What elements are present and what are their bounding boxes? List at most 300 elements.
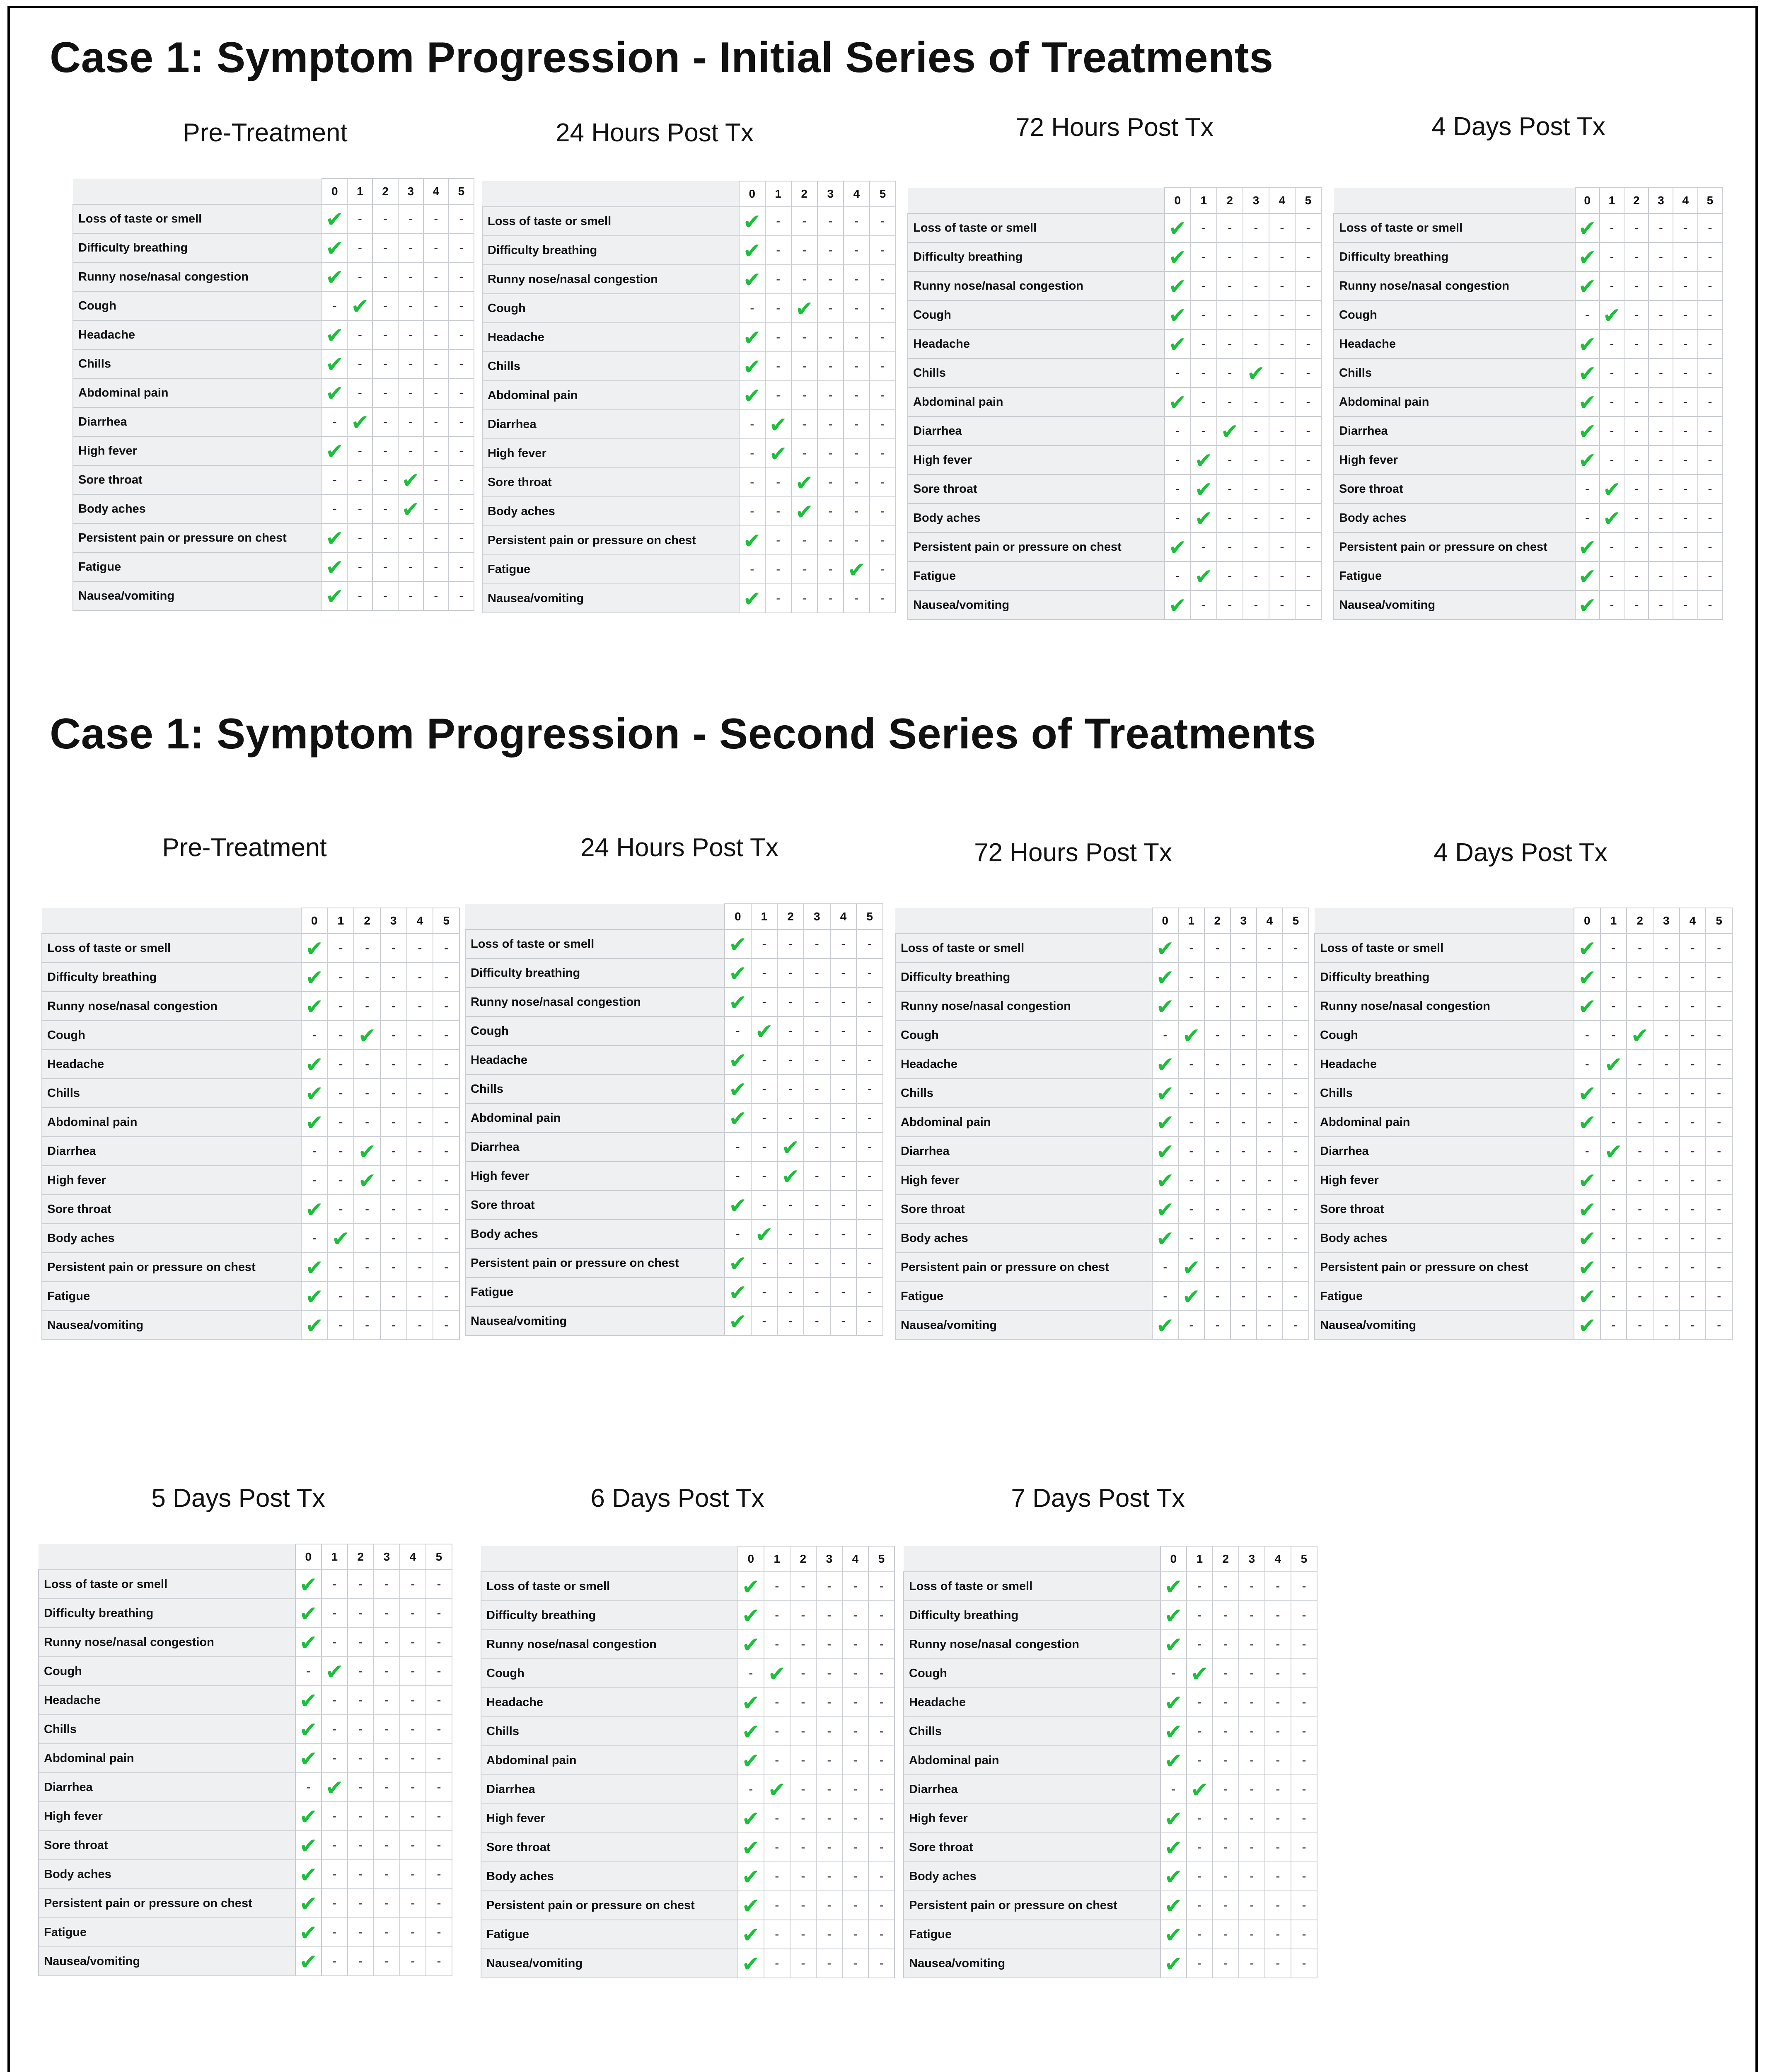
dash-mark: - [802,562,807,576]
symptom-row [73,465,474,494]
rating-cell [1191,474,1217,503]
rating-cell [1291,1717,1317,1746]
rating-cell [322,552,347,581]
rating-cell [1706,1021,1732,1050]
dash-mark: - [1717,970,1721,984]
s2-table-6 [481,1546,895,1978]
rating-cell [400,1860,426,1889]
rating-cell [372,407,398,436]
dash-mark: - [365,1057,370,1071]
rating-cell [426,1744,452,1773]
rating-cell [1575,358,1600,387]
symptom-row [895,1108,1309,1137]
symptom-row [895,1021,1309,1050]
dash-mark: - [383,270,387,283]
dash-mark: - [1585,1144,1589,1158]
rating-cell [791,526,817,555]
dash-mark: - [788,995,793,1009]
dash-mark: - [1658,221,1663,235]
rating-cell [844,352,870,381]
rating-cell [790,1775,816,1804]
dash-mark: - [1223,1724,1228,1738]
rating-cell [1600,1282,1627,1311]
dash-mark: - [383,444,387,457]
dash-mark: - [1215,970,1220,984]
check-icon: ✔ [1182,1256,1201,1280]
dash-mark: - [1228,540,1232,554]
dash-mark: - [1223,1579,1228,1593]
rating-cell [751,1249,778,1278]
dash-mark: - [801,1637,805,1651]
rating-cell [1204,1021,1230,1050]
dash-mark: - [1664,970,1668,984]
rating-cell [1575,474,1600,503]
dash-mark: - [853,1956,858,1970]
rating-cell [1191,300,1217,329]
dash-mark: - [1241,941,1246,955]
dash-mark: - [1250,1753,1254,1767]
rating-cell [372,436,398,465]
rating-cell [1295,416,1321,445]
symptom-label: Chills [895,1079,1152,1108]
rating-cell [764,1688,790,1717]
dash-mark: - [828,272,833,286]
dash-mark: - [1708,424,1712,438]
rating-cell [870,323,896,352]
dash-mark: - [1280,482,1284,496]
rating-cell [765,584,791,613]
check-icon: ✔ [1578,1285,1596,1309]
symptom-row [895,1050,1309,1079]
dash-mark: - [827,1608,832,1622]
rating-cell [1265,1862,1291,1891]
rating-cell [1698,358,1722,387]
dash-mark: - [383,357,387,370]
dash-mark: - [1254,395,1258,409]
rating-cell [1600,474,1624,503]
scale-header-0: 0 [1152,908,1178,934]
rating-cell [1217,329,1243,358]
rating-cell [1624,533,1649,562]
check-icon: ✔ [299,1921,318,1945]
dash-mark: - [418,1115,422,1129]
symptom-row [465,1220,883,1249]
dash-mark: - [332,1693,337,1707]
dash-mark: - [1189,1202,1194,1216]
rating-cell [1178,1137,1204,1166]
rating-cell [1217,503,1243,533]
dash-mark: - [1658,424,1663,438]
dash-mark: - [338,1115,343,1129]
symptom-label: Difficulty breathing [895,963,1152,992]
dash-mark: - [409,270,413,283]
dash-mark: - [444,1173,449,1187]
rating-cell [301,1224,328,1253]
rating-cell [1213,1717,1239,1746]
dash-mark: - [1267,1086,1272,1100]
dash-mark: - [1228,395,1232,409]
symptom-row [1315,1253,1732,1282]
dash-mark: - [1215,1173,1220,1187]
dash-mark: - [1717,1086,1721,1100]
rating-cell [322,1918,348,1947]
check-icon: ✔ [795,471,814,495]
symptom-label: Persistent pain or pressure on chest [908,533,1165,562]
check-icon: ✔ [743,529,762,553]
dash-mark: - [391,1260,396,1274]
check-icon: ✔ [305,1198,324,1222]
symptom-label: Headache [1334,329,1575,358]
dash-mark: - [338,1260,343,1274]
check-icon: ✔ [1578,1227,1596,1251]
rating-cell [1649,271,1673,300]
dash-mark: - [827,1666,832,1680]
symptom-row [481,1775,894,1804]
dash-mark: - [411,1925,415,1939]
dash-mark: - [358,328,362,341]
dash-mark: - [1197,1608,1202,1622]
symptom-row [895,1166,1309,1195]
rating-cell [1575,562,1600,591]
rating-cell [328,1224,354,1253]
check-icon: ✔ [1631,1024,1649,1048]
dash-mark: - [1201,337,1206,351]
rating-cell [1283,1195,1309,1224]
check-icon: ✔ [1168,304,1187,328]
rating-cell [870,439,896,468]
rating-cell [400,1831,426,1860]
rating-cell [374,1860,400,1889]
dash-mark: - [854,272,859,286]
rating-cell [1178,1108,1204,1137]
rating-cell [751,1104,778,1133]
dash-mark: - [437,1606,441,1620]
dash-mark: - [411,1635,415,1649]
dash-mark: - [1634,308,1639,322]
rating-cell [1265,1688,1291,1717]
rating-cell [739,236,765,265]
rating-cell [1160,1659,1187,1688]
rating-cell [764,1920,790,1949]
rating-cell [400,1744,426,1773]
check-icon: ✔ [358,1140,376,1164]
rating-cell [398,552,423,581]
check-icon: ✔ [299,1718,318,1742]
rating-cell [1698,503,1722,533]
dash-mark: - [444,1057,449,1071]
dash-mark: - [801,1782,805,1796]
rating-cell [739,439,765,468]
rating-cell [328,963,354,992]
rating-cell [449,436,474,465]
rating-cell [354,1253,380,1282]
dash-mark: - [418,1318,422,1332]
dash-mark: - [1175,482,1180,496]
dash-mark: - [1228,250,1232,264]
rating-cell [407,963,433,992]
rating-cell [426,1947,452,1976]
dash-mark: - [409,415,413,428]
symptom-row [895,1282,1309,1311]
dash-mark: - [1280,308,1284,322]
rating-cell [1230,1021,1257,1050]
symptom-label: Runny nose/nasal congestion [908,271,1165,300]
rating-cell [1680,934,1706,963]
check-icon: ✔ [1156,1314,1175,1338]
rating-cell [856,1017,883,1046]
rating-cell [328,1195,354,1224]
rating-cell [1295,271,1321,300]
dash-mark: - [391,1028,396,1042]
dash-mark: - [338,1173,343,1187]
rating-cell [830,1278,857,1307]
check-icon: ✔ [305,1314,324,1338]
symptom-row [904,1688,1317,1717]
dash-mark: - [437,1954,441,1968]
dash-mark: - [827,1811,832,1825]
symptom-label: Headache [895,1050,1152,1079]
dash-mark: - [437,1838,441,1852]
symptom-row [1334,329,1722,358]
dash-mark: - [358,1780,363,1794]
scale-header-0: 0 [301,908,328,934]
symptom-row [42,1050,459,1079]
dash-mark: - [411,1838,415,1852]
dash-mark: - [444,999,449,1013]
rating-cell [1265,1659,1291,1688]
symptom-label: Body aches [39,1860,295,1889]
dash-mark: - [1611,1202,1616,1216]
dash-mark: - [1215,1318,1220,1332]
rating-cell [870,526,896,555]
symptom-label: Loss of taste or smell [482,207,739,236]
rating-cell [1600,992,1627,1021]
dash-mark: - [879,1753,884,1767]
rating-cell [725,1162,751,1191]
dash-mark: - [1302,1898,1306,1912]
symptom-row [39,1599,452,1628]
symptom-row [904,1891,1317,1920]
check-icon: ✔ [729,1281,747,1305]
s1-table-2 [482,181,896,613]
rating-cell [1217,533,1243,562]
dash-mark: - [1293,1057,1298,1071]
rating-cell [380,1253,407,1282]
dash-mark: - [1189,1231,1194,1245]
rating-cell [1165,445,1191,474]
dash-mark: - [437,1896,441,1910]
dash-mark: - [1658,482,1663,496]
dash-mark: - [1228,279,1232,293]
rating-cell [1165,271,1191,300]
dash-mark: - [444,1260,449,1274]
rating-cell [354,1137,380,1166]
rating-cell [870,207,896,236]
dash-mark: - [1302,1782,1306,1796]
symptom-label: Persistent pain or pressure on chest [482,526,739,555]
dash-mark: - [1302,1956,1306,1970]
dash-mark: - [1241,1318,1246,1332]
dash-mark: - [854,301,859,315]
rating-cell [295,1773,322,1802]
symptom-label: Fatigue [465,1278,725,1307]
rating-cell [1624,358,1649,387]
rating-cell [1213,1746,1239,1775]
rating-cell [1204,1253,1230,1282]
symptom-label: Fatigue [481,1920,738,1949]
dash-mark: - [1690,1260,1695,1274]
dash-mark: - [841,937,846,951]
symptom-row [39,1802,452,1831]
rating-cell [1673,329,1697,358]
rating-cell [433,1108,459,1137]
rating-cell [1291,1833,1317,1862]
check-icon: ✔ [1168,275,1187,299]
dash-mark: - [1611,1231,1616,1245]
dash-mark: - [1664,1028,1668,1042]
symptom-label: Fatigue [908,562,1165,591]
symptom-row [73,581,474,610]
rating-cell [1574,1021,1600,1050]
check-icon: ✔ [1168,536,1187,560]
rating-cell [765,381,791,410]
check-icon: ✔ [729,1310,747,1334]
rating-cell [322,1860,348,1889]
dash-mark: - [434,328,438,341]
symptom-row [42,992,459,1021]
dash-mark: - [853,1579,858,1593]
rating-cell [1673,474,1697,503]
rating-cell [725,1307,751,1336]
rating-cell [791,584,817,613]
rating-cell [1706,1195,1732,1224]
rating-cell [1204,1108,1230,1137]
header-blank [1334,188,1575,213]
rating-cell [1291,1804,1317,1833]
s2-panel-label-5: 5 Days Post Tx [151,1484,325,1513]
rating-cell [449,233,474,262]
dash-mark: - [801,1869,805,1883]
dash-mark: - [437,1780,441,1794]
dash-mark: - [1189,999,1194,1013]
symptom-label: Chills [73,349,322,378]
rating-cell [777,929,804,959]
rating-cell [1217,242,1243,271]
dash-mark: - [434,444,438,457]
dash-mark: - [358,560,362,574]
check-icon: ✔ [1578,333,1596,357]
rating-cell [1152,1195,1178,1224]
rating-cell [1178,1166,1204,1195]
rating-cell [1649,358,1673,387]
symptom-row [1315,1137,1732,1166]
rating-cell [1698,591,1722,620]
rating-cell [1706,934,1732,963]
dash-mark: - [1241,999,1246,1013]
dash-mark: - [1267,1144,1272,1158]
rating-cell [738,1717,764,1746]
dash-mark: - [332,1925,337,1939]
dash-mark: - [841,1169,846,1183]
dash-mark: - [332,1751,337,1765]
symptom-label: Abdominal pain [73,378,322,407]
dash-mark: - [801,1956,805,1970]
dash-mark: - [1223,1840,1228,1854]
symptom-row [39,1918,452,1947]
rating-cell [1673,213,1697,242]
rating-cell [1204,1137,1230,1166]
rating-cell [1165,329,1191,358]
rating-cell [1600,1166,1627,1195]
dash-mark: - [827,1695,832,1709]
rating-cell [1165,242,1191,271]
rating-cell [1187,1920,1213,1949]
dash-mark: - [1717,1231,1721,1245]
dash-mark: - [854,330,859,344]
dash-mark: - [1717,1144,1721,1158]
rating-cell [347,581,372,610]
dash-mark: - [854,591,859,605]
dash-mark: - [841,1227,846,1241]
rating-cell [1269,445,1295,474]
dash-mark: - [854,533,859,547]
symptom-label: Loss of taste or smell [481,1572,738,1601]
rating-cell [423,581,449,610]
rating-cell [738,1746,764,1775]
rating-cell [1213,1891,1239,1920]
rating-cell [1575,271,1600,300]
rating-cell [1165,474,1191,503]
dash-mark: - [1708,366,1712,380]
rating-cell [423,291,449,320]
check-icon: ✔ [299,1631,318,1655]
rating-cell [725,1249,751,1278]
scale-header-3: 3 [1653,908,1680,934]
rating-cell [870,555,896,584]
dash-mark: - [1634,424,1639,438]
rating-cell [1243,242,1269,271]
symptom-row [42,1166,459,1195]
symptom-row [1334,533,1722,562]
symptom-label: Runny nose/nasal congestion [42,992,301,1021]
dash-mark: - [1241,1260,1246,1274]
dash-mark: - [827,1579,832,1593]
rating-cell [1291,1601,1317,1630]
rating-cell [791,410,817,439]
dash-mark: - [1610,337,1614,351]
dash-mark: - [391,1202,396,1216]
dash-mark: - [391,1057,396,1071]
rating-cell [1165,562,1191,591]
rating-cell [449,291,474,320]
dash-mark: - [1215,1028,1220,1042]
dash-mark: - [762,995,766,1009]
dash-mark: - [1215,1289,1220,1303]
rating-cell [764,1891,790,1920]
dash-mark: - [1717,1173,1721,1187]
dash-mark: - [762,1082,766,1096]
dash-mark: - [459,357,464,370]
rating-cell [328,1021,354,1050]
dash-mark: - [444,941,449,955]
dash-mark: - [1690,1202,1695,1216]
dash-mark: - [1664,1115,1668,1129]
dash-mark: - [1197,1840,1202,1854]
symptom-row [42,1195,459,1224]
dash-mark: - [1175,424,1180,438]
rating-cell [1698,562,1722,591]
rating-cell [1600,1050,1627,1079]
